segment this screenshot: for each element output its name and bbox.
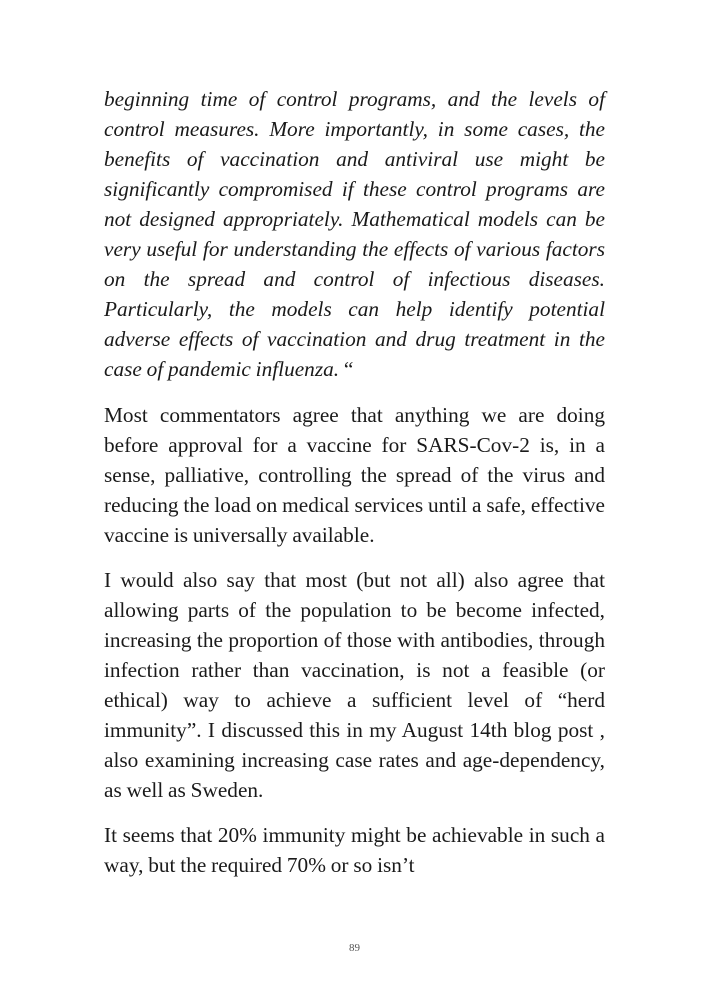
paragraph-vaccine-approval: Most commentators agree that anything we are doing before approval for a vaccine for SARS-Cov-2 is, in a sense, palliative, controlling the spread of the virus and reducing the load on medical services until a safe, effective vaccine is universally available. [104,403,605,547]
quoted-passage [104,84,605,384]
paragraph-herd-immunity: I would also say that most (but not all) also agree that allowing parts of the population to be become infected, increasing the proportion of those with antibodies, through infection rather than vaccination, is not a feasible (or ethical) way to achieve a sufficient level of “herd immunity”. I discussed this in my August 14th blog post , also examining increasing case rates and age-dependency, as well as Sweden. [104,568,605,802]
page-body [104,84,605,895]
quoted-passage-text: beginning time of control programs, and the levels of control measures. More importantly, in some cases, the benefits of vaccination and antiviral use might be significantly compromised if these control programs are not designed appropriately. Mathematical models can be very useful for understanding the effects of various factors on the spread and control of infectious diseases. Particularly, the models can help identify potential adverse effects of vaccination and drug treatment in the case of pandemic influenza. [104,87,605,381]
quote-closing-mark: “ [339,357,354,381]
page-number: 89 [349,942,360,954]
paragraph-immunity-threshold: It seems that 20% immunity might be achievable in such a way, but the required 70% or so isn’t [104,823,605,877]
